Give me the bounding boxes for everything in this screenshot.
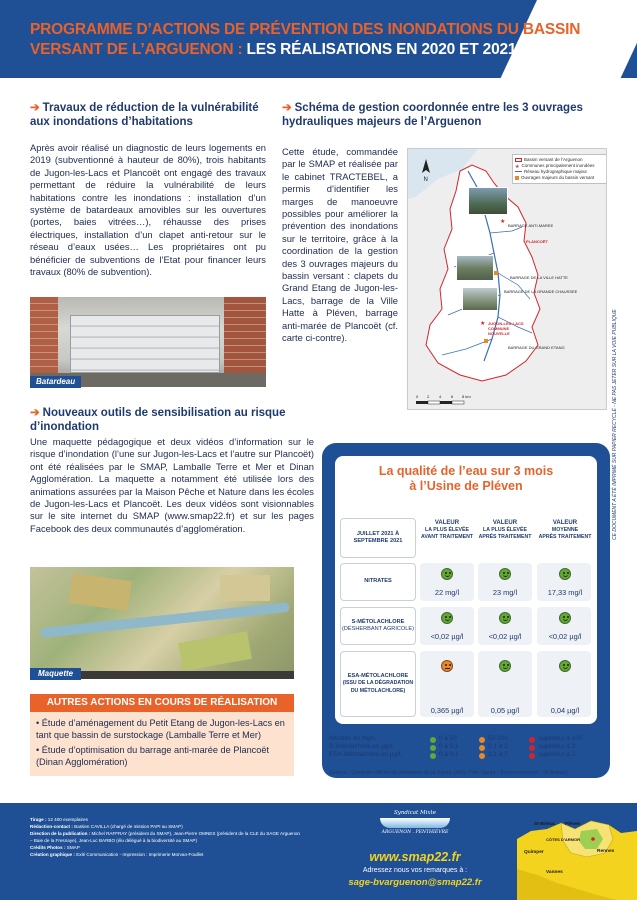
value-esa-meto-apres: 0,05 µg/l	[490, 706, 520, 715]
wave-icon	[380, 818, 450, 828]
section-body-vulnerabilite: Après avoir réalisé un diagnostic de leurs logements en 2019 (subventionné à hauteur de 80%), trois habitants de Jugon-les-Lacs et Plancoët ont engagé des travaux permettant de réduire la vulnérabilité de leurs habitations contre les inondations : installation d’un système de batardeaux amovibles sur les ouvertures (portes, baies vitrées…), réhausse des prises électriques, installation d’un clapet anti-retour sur le réseau d’eaux usées… Les propriétaires ont pu bénéficier de subventions de l’Etat pour financer leurs travaux (80% de subvention).	[30, 142, 266, 278]
smap-logo: Syndicat Mixte ARGUENON . PENTHIÈVRE	[381, 810, 449, 835]
value-nitrates-apres: 23 mg/l	[492, 588, 518, 597]
maquette-photo	[30, 567, 294, 679]
legend-red-dot	[529, 745, 535, 751]
section-heading-sensibilisation	[30, 406, 310, 434]
smiley-good-icon	[499, 568, 511, 580]
barrage-grande-chaussee-photo	[462, 287, 498, 311]
recycled-paper-note: CE DOCUMENT A ÉTÉ IMPRIMÉ SUR PAPIER RECYCLÉ - NE PAS JETER SUR LA VOIE PUBLIQUE	[612, 309, 618, 540]
smiley-good-icon	[499, 612, 511, 624]
legend-red-dot	[529, 737, 535, 743]
section-body-schema: Cette étude, commandée par le SMAP et réalisée par le cabinet TRACTEBEL, a permis d’identifier les marges de manoeuvre possibles pour améliorer la prévention des inondations sur le territoire, grâce à la coordination de la gestion des 3 ouvrages majeurs du bassin versant : clapets du Grand Etang de Jugon-les-Lacs, barrage de la Ville Hatte à Pléven, barrage anti-marée de Plancoët (cf. carte ci-contre).	[282, 146, 398, 344]
legend-green-dot	[430, 753, 436, 759]
section-heading-schema	[282, 101, 607, 129]
smiley-good-icon	[559, 660, 571, 672]
barrage-ville-hatte-photo	[456, 255, 494, 281]
water-quality-source: Source : Contrôle officiel du Ministère de la Santé (ARS Pôle Santé - Environnement - St Brieuc)	[329, 770, 568, 776]
page-title	[30, 20, 605, 60]
svg-text:★: ★	[480, 321, 486, 327]
scale-label-2: 2	[427, 394, 430, 399]
legend-orange-dot	[479, 753, 485, 759]
legend-name-s-meto: S-Métolachore en µg/L	[329, 743, 394, 750]
autres-actions-item: • Étude d’optimisation du barrage anti-marée de Plancoët (Dinan Agglomération)	[36, 745, 270, 767]
row-label-s-metolachlore: S-MÉTOLACHLORE (DÉSHERBANT AGRICOLE)	[340, 607, 416, 645]
map-label-vannes: Vannes	[546, 870, 563, 875]
smiley-good-icon	[441, 568, 453, 580]
map-label-cotes-armor: CÔTES D’ARMOR	[546, 837, 580, 842]
section-heading-text: Schéma de gestion coordonnée entre les 3 ouvrages hydrauliques majeurs de l’Arguenon	[282, 102, 583, 128]
value-esa-meto-avant: 0,365 µg/l	[430, 706, 464, 715]
autres-actions-item: • Étude d’aménagement du Petit Etang de Jugon-les-Lacs en tant que bassin de surstockage (Lamballe Terre et Mer)	[36, 718, 285, 740]
arrow-right-icon: ➔	[282, 102, 292, 114]
section-heading-text: Nouveaux outils de sensibilisation au risque d’inondation	[30, 407, 286, 433]
legend-green-dot	[430, 745, 436, 751]
legend-green-dot	[430, 737, 436, 743]
maquette-photo-caption: Maquette	[30, 668, 81, 680]
page-title-white: LES RÉALISATIONS EN 2020 ET 2021	[246, 41, 517, 58]
contact-prompt: Adressez nous vos remarques à :	[362, 867, 468, 874]
value-nitrates-moyenne: 17,33 mg/l	[547, 588, 583, 597]
column-header-avant: VALEUR LA PLUS ÉLEVÉE AVANT TRAITEMENT	[421, 520, 473, 540]
smiley-good-icon	[559, 612, 571, 624]
arguenon-basin-map: ★ ★ N Bassin versant de l’Arguenon ★ Communes principalement inondées Réseau hydrographique majeur Ouvrages majeurs du bassin versant BARRAGE ANTI-MAREE PLANCOËT BARRAGE DE LA VILLE HATTE BARRAGE DE LA GRANDE CHAUSSEE JUGON-LES-LACS COMMUNE NOUVELLE BARRAGE DU GRAND ETANG 0 2 4 6 8 km	[407, 148, 607, 410]
footer-credits: Tirage : 12 400 exemplaires Rédaction-contact : Bastien CAVILLA (chargé de mission PAPI au SMAP) Direction de la publication : Michel RAFFRAY (président du SMAP), Jean-Pierre OMNES (président de la CLE du SAGE Arguenon – Baie de la Fresnaye), Jean-Luc BARBO (élu délégué à la biodiversité au SMAP) Crédits Photos : SMAP Création graphique : Exlé Communication - Impression : Imprimerie Morvan-Fouillet	[30, 817, 300, 857]
value-nitrates-avant: 22 mg/l	[434, 588, 460, 597]
section-body-sensibilisation: Une maquette pédagogique et deux vidéos d’information sur le risque d’inondation (l’une sur Jugon-les-Lacs et l’autre sur Plancoët) ont été réalisées par le SMAP, Lamballe Terre et Mer et Dinan Agglomération. La maquette a notamment été utilisée lors des animations assurées par la Maison Pêche et Nature dans les écoles de Jugon-les-Lacs et Plancoët. Les deux vidéos sont visionnables sur le site internet du SMAP (www.smap22.fr) et sur les pages Facebook des deux communautés d’agglomération.	[30, 436, 314, 534]
column-header-moyenne: VALEUR MOYENNE APRÈS TRAITEMENT	[538, 520, 592, 540]
map-legend: Bassin versant de l’Arguenon ★ Communes principalement inondées Réseau hydrographique majeur Ouvrages majeurs du bassin versant	[512, 154, 607, 184]
section-heading-vulnerabilite	[30, 101, 280, 129]
legend-name-nitrates: Nitrates en mg/L	[329, 735, 376, 742]
svg-text:★: ★	[500, 219, 506, 225]
value-s-meto-avant: <0,02 µg/l	[430, 632, 464, 641]
scale-label-4: 4	[439, 394, 442, 399]
scale-label-0: 0	[416, 394, 419, 399]
autres-actions-box	[30, 712, 294, 776]
row-label-nitrates: NITRATES	[340, 563, 416, 601]
value-esa-meto-moyenne: 0,04 µg/l	[550, 706, 580, 715]
page-title-orange: PROGRAMME D’ACTIONS DE PRÉVENTION DES INONDATIONS DU BASSIN VERSANT DE L’ARGUENON :	[30, 21, 581, 58]
star-icon: ★	[515, 163, 520, 170]
svg-text:N: N	[423, 177, 428, 183]
arrow-right-icon: ➔	[30, 102, 40, 114]
legend-name-esa-meto: ESA-Métolachore en µg/L	[329, 751, 403, 758]
batardeau-photo-caption: Batardeau	[30, 376, 81, 388]
scale-label-8: 8 km	[462, 394, 471, 399]
map-label-quimper: Quimper	[524, 850, 544, 855]
arrow-right-icon: ➔	[30, 407, 40, 419]
smiley-good-icon	[441, 612, 453, 624]
map-label-st-brieuc: St-Brieuc	[534, 822, 556, 827]
scale-label-6: 6	[451, 394, 454, 399]
column-header-apres: VALEUR LA PLUS ÉLEVÉE APRÈS TRAITEMENT	[478, 520, 532, 540]
period-cell: JUILLET 2021 À SEPTEMBRE 2021	[340, 518, 416, 558]
legend-red-dot	[529, 753, 535, 759]
legend-orange-dot	[479, 737, 485, 743]
water-quality-title: La qualité de l’eau sur 3 mois à l’Usine de Pléven	[378, 464, 554, 493]
barrage-anti-maree-photo	[468, 187, 508, 215]
map-label-rennes: Rennes	[597, 849, 615, 854]
section-heading-text: Travaux de réduction de la vulnérabilité aux inondations d’habitations	[30, 102, 259, 128]
value-s-meto-moyenne: <0,02 µg/l	[548, 632, 582, 641]
map-label-pleven: Pléven	[565, 822, 581, 827]
row-label-esa-metolachlore: ESA-MÉTOLACHLORE (ISSU DE LA DÉGRADATION DU MÉTOLACHLORE)	[340, 651, 416, 717]
value-s-meto-apres: <0,02 µg/l	[488, 632, 522, 641]
contact-email-link[interactable]: sage-bvarguenon@smap22.fr	[348, 877, 482, 888]
smiley-good-icon	[499, 660, 511, 672]
smiley-good-icon	[559, 568, 571, 580]
website-link[interactable]: www.smap22.fr	[369, 850, 461, 864]
autres-actions-heading: AUTRES ACTIONS EN COURS DE RÉALISATION	[30, 694, 294, 712]
legend-orange-dot	[479, 745, 485, 751]
batardeau-photo	[30, 297, 266, 387]
smiley-neutral-icon	[441, 660, 453, 672]
